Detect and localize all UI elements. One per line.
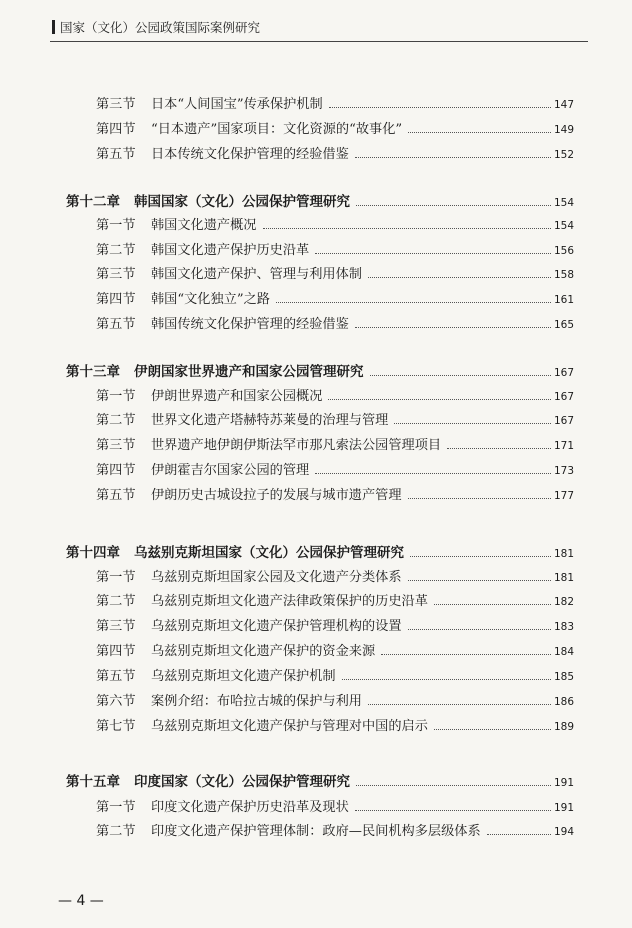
toc-entry-number: 第六节 xyxy=(96,694,136,709)
toc-entry-number: 第二节 xyxy=(96,594,136,609)
toc-section-entry xyxy=(96,690,574,709)
toc-entry-page: 165 xyxy=(553,319,574,331)
toc-entry-number: 第四节 xyxy=(96,463,136,478)
toc-entry-title: 韩国国家（文化）公园保护管理研究 xyxy=(134,194,350,210)
dot-leader xyxy=(408,132,551,133)
toc-entry-title: 伊朗国家世界遗产和国家公园管理研究 xyxy=(134,364,364,380)
toc-entry-title: 伊朗历史古城设拉子的发展与城市遗产管理 xyxy=(151,488,402,503)
toc-entry-title: 乌兹别克斯坦国家（文化）公园保护管理研究 xyxy=(134,545,404,561)
toc-entry-page: 167 xyxy=(553,415,574,427)
dot-leader xyxy=(434,729,551,730)
toc-section-entry xyxy=(96,214,574,233)
dot-leader xyxy=(487,834,551,835)
dot-leader xyxy=(328,399,551,400)
toc-section-entry xyxy=(96,93,574,112)
toc-section-entry xyxy=(96,820,574,839)
toc-entry-number: 第三节 xyxy=(96,97,136,112)
toc-entry-page: 167 xyxy=(553,367,574,379)
toc-chapter-entry xyxy=(66,541,574,561)
toc-entry-title: 乌兹别克斯坦文化遗产保护的资金来源 xyxy=(151,644,376,659)
toc-section-entry xyxy=(96,665,574,684)
toc-section-entry xyxy=(96,459,574,478)
dot-leader xyxy=(394,423,551,424)
toc-entry-page: 154 xyxy=(553,220,574,232)
dot-leader xyxy=(329,107,551,108)
dot-leader xyxy=(263,228,551,229)
toc-entry-title: 韩国文化遗产保护、管理与利用体制 xyxy=(151,267,362,282)
dot-leader xyxy=(368,704,551,705)
toc-entry-number: 第十三章 xyxy=(66,364,120,380)
toc-section-entry xyxy=(96,566,574,585)
toc-section-entry xyxy=(96,239,574,258)
toc-entry-number: 第一节 xyxy=(96,389,136,404)
toc-entry-page: 181 xyxy=(553,572,574,584)
toc-entry-page: 173 xyxy=(553,465,574,477)
toc-entry-number: 第十四章 xyxy=(66,545,120,561)
toc-entry-number: 第四节 xyxy=(96,292,136,307)
dot-leader xyxy=(410,556,551,557)
dot-leader xyxy=(370,375,551,376)
toc-entry-page: 191 xyxy=(553,802,574,814)
toc-entry-number: 第五节 xyxy=(96,488,136,503)
toc-entry-number: 第二节 xyxy=(96,413,136,428)
toc-section-entry xyxy=(96,796,574,815)
toc-entry-title: 印度文化遗产保护管理体制：政府—民间机构多层级体系 xyxy=(151,824,481,839)
dot-leader xyxy=(355,810,551,811)
toc-entry-title: 伊朗世界遗产和国家公园概况 xyxy=(151,389,323,404)
toc-entry-page: 189 xyxy=(553,721,574,733)
toc-entry-page: 156 xyxy=(553,245,574,257)
toc-entry-title: 韩国“文化独立”之路 xyxy=(151,292,270,307)
dot-leader xyxy=(434,604,551,605)
toc-entry-title: “日本遗产”国家项目：文化资源的“故事化” xyxy=(151,122,403,137)
dot-leader xyxy=(447,448,551,449)
dot-leader xyxy=(408,629,551,630)
dot-leader xyxy=(315,253,551,254)
toc-entry-title: 世界文化遗产塔赫特苏莱曼的治理与管理 xyxy=(151,413,389,428)
toc-entry-number: 第一节 xyxy=(96,570,136,585)
toc-chapter-entry xyxy=(66,770,574,790)
toc-section-entry xyxy=(96,385,574,404)
toc-section-entry xyxy=(96,715,574,734)
toc-entry-number: 第七节 xyxy=(96,719,136,734)
toc-entry-title: 乌兹别克斯坦国家公园及文化遗产分类体系 xyxy=(151,570,402,585)
toc-entry-number: 第一节 xyxy=(96,218,136,233)
toc-section-entry xyxy=(96,640,574,659)
toc-entry-title: 世界遗产地伊朗伊斯法罕市那凡索法公园管理项目 xyxy=(151,438,442,453)
page-number: — 4 — xyxy=(58,893,104,909)
dot-leader xyxy=(355,327,551,328)
toc-entry-number: 第四节 xyxy=(96,122,136,137)
toc-entry-page: 183 xyxy=(553,621,574,633)
toc-entry-page: 149 xyxy=(553,124,574,136)
toc-entry-number: 第三节 xyxy=(96,438,136,453)
dot-leader xyxy=(368,277,551,278)
dot-leader xyxy=(315,473,551,474)
dot-leader xyxy=(355,157,551,158)
toc-entry-number: 第四节 xyxy=(96,644,136,659)
toc-entry-page: 185 xyxy=(553,671,574,683)
toc-entry-page: 184 xyxy=(553,646,574,658)
toc-entry-title: 乌兹别克斯坦文化遗产法律政策保护的历史沿革 xyxy=(151,594,428,609)
toc-entry-page: 182 xyxy=(553,596,574,608)
toc-section-entry xyxy=(96,434,574,453)
toc-entry-title: 韩国传统文化保护管理的经验借鉴 xyxy=(151,317,349,332)
toc-section-entry xyxy=(96,288,574,307)
running-head-text: 国家（文化）公园政策国际案例研究 xyxy=(60,20,261,35)
toc-entry-page: 158 xyxy=(553,269,574,281)
toc-entry-page: 152 xyxy=(553,149,574,161)
toc-entry-page: 147 xyxy=(553,99,574,111)
dot-leader xyxy=(381,654,551,655)
dot-leader xyxy=(356,205,551,206)
toc-entry-title: 乌兹别克斯坦文化遗产保护与管理对中国的启示 xyxy=(151,719,428,734)
toc-section-entry xyxy=(96,484,574,503)
toc-entry-title: 韩国文化遗产概况 xyxy=(151,218,257,233)
toc-entry-page: 181 xyxy=(553,548,574,560)
toc-entry-page: 194 xyxy=(553,826,574,838)
toc-section-entry xyxy=(96,263,574,282)
dot-leader xyxy=(356,785,551,786)
toc-entry-title: 印度文化遗产保护历史沿革及现状 xyxy=(151,800,349,815)
dot-leader xyxy=(408,498,551,499)
toc-entry-title: 日本“人间国宝”传承保护机制 xyxy=(151,97,323,112)
toc-entry-title: 伊朗霍吉尔国家公园的管理 xyxy=(151,463,310,478)
toc-entry-title: 乌兹别克斯坦文化遗产保护机制 xyxy=(151,669,336,684)
toc-entry-number: 第一节 xyxy=(96,800,136,815)
toc-entry-page: 161 xyxy=(553,294,574,306)
toc-entry-page: 171 xyxy=(553,440,574,452)
toc-section-entry xyxy=(96,615,574,634)
toc-entry-title: 日本传统文化保护管理的经验借鉴 xyxy=(151,147,349,162)
toc-entry-title: 案例介绍：布哈拉古城的保护与利用 xyxy=(151,694,362,709)
toc-entry-number: 第五节 xyxy=(96,669,136,684)
toc-entry-number: 第二节 xyxy=(96,824,136,839)
toc-entry-page: 177 xyxy=(553,490,574,502)
toc-section-entry xyxy=(96,143,574,162)
toc-chapter-entry xyxy=(66,360,574,380)
toc-section-entry xyxy=(96,409,574,428)
dot-leader xyxy=(342,679,551,680)
toc-entry-page: 154 xyxy=(553,197,574,209)
toc-entry-number: 第三节 xyxy=(96,619,136,634)
toc-entry-title: 乌兹别克斯坦文化遗产保护管理机构的设置 xyxy=(151,619,402,634)
toc-entry-number: 第五节 xyxy=(96,147,136,162)
toc-entry-page: 186 xyxy=(553,696,574,708)
toc-entry-number: 第三节 xyxy=(96,267,136,282)
toc-entry-title: 印度国家（文化）公园保护管理研究 xyxy=(134,774,350,790)
toc-section-entry xyxy=(96,118,574,137)
dot-leader xyxy=(408,580,551,581)
toc-chapter-entry xyxy=(66,190,574,210)
toc-section-entry xyxy=(96,313,574,332)
toc-entry-number: 第二节 xyxy=(96,243,136,258)
dot-leader xyxy=(276,302,551,303)
toc-entry-number: 第五节 xyxy=(96,317,136,332)
toc-entry-number: 第十二章 xyxy=(66,194,120,210)
toc-entry-number: 第十五章 xyxy=(66,774,120,790)
toc-section-entry xyxy=(96,590,574,609)
toc-entry-page: 167 xyxy=(553,391,574,403)
toc-entry-title: 韩国文化遗产保护历史沿革 xyxy=(151,243,310,258)
toc-entry-page: 191 xyxy=(553,777,574,789)
